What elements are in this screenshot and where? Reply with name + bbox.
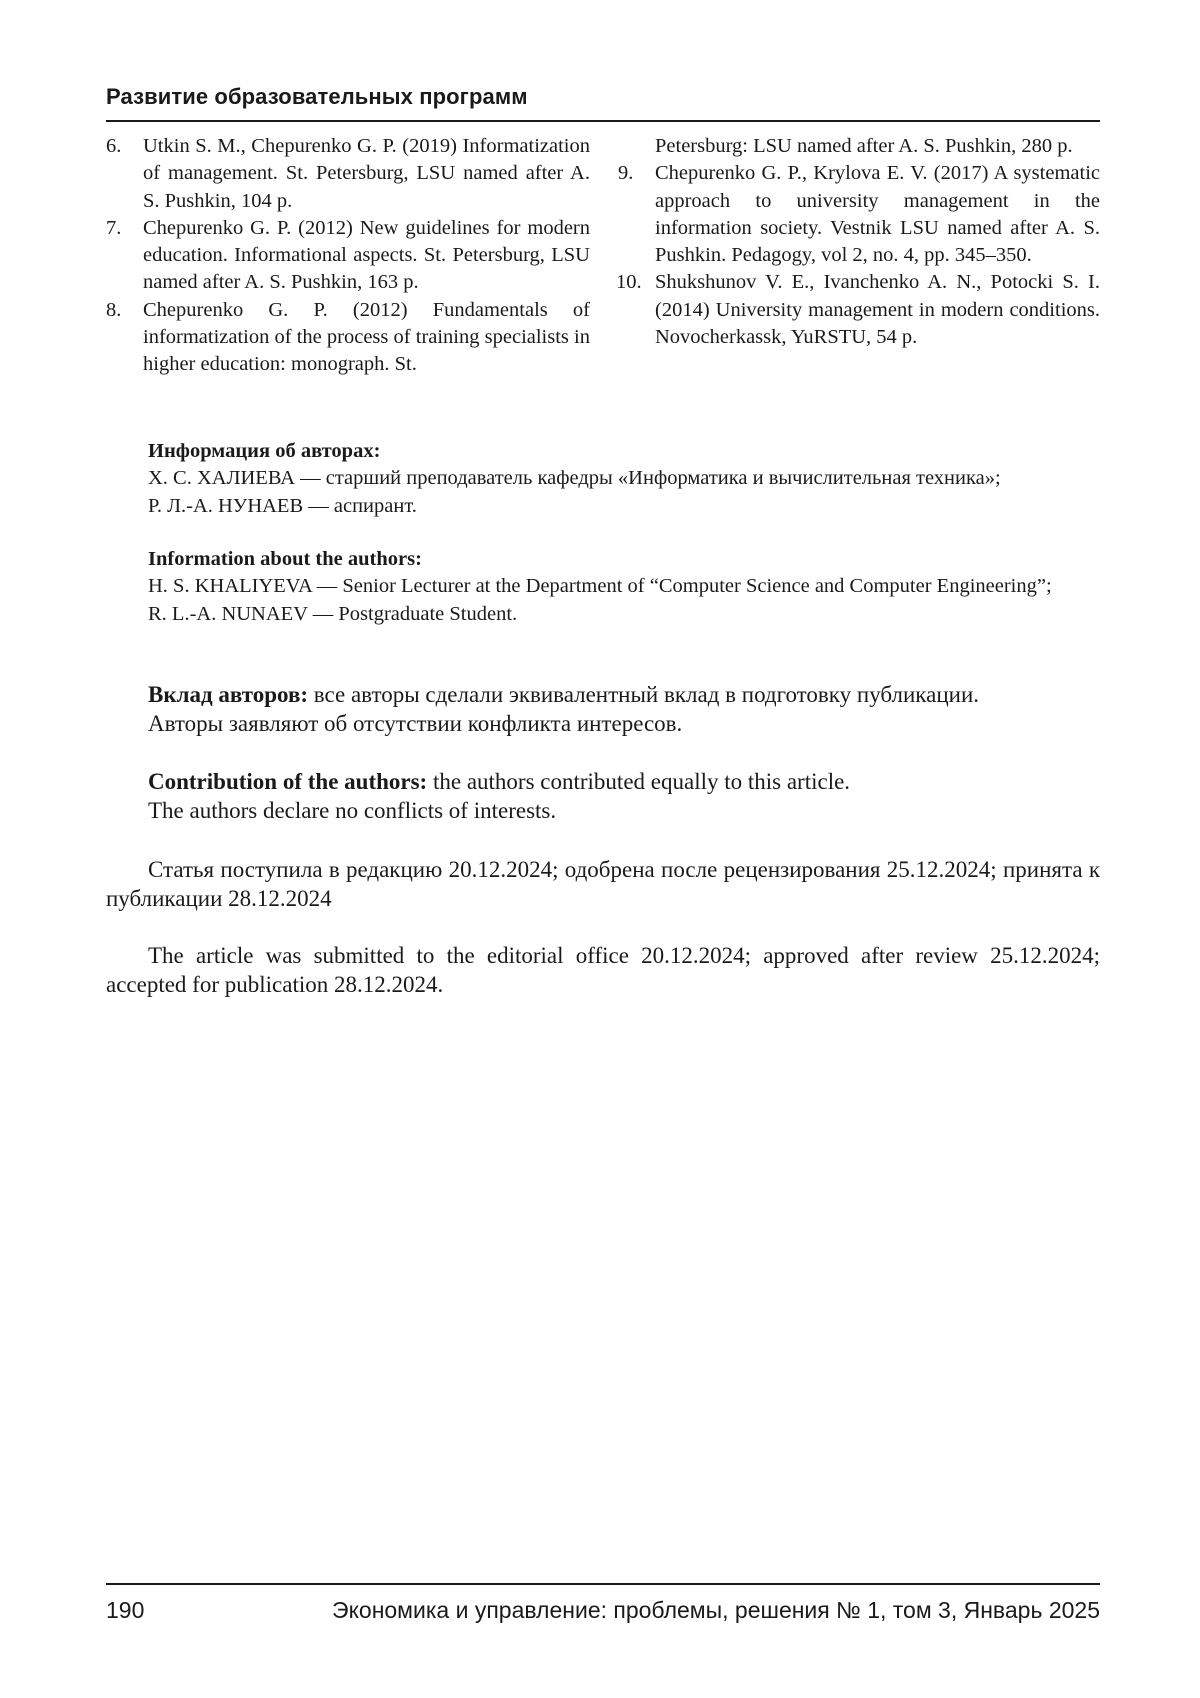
reference-number: 6. — [106, 135, 122, 157]
contribution-en — [106, 767, 1100, 825]
reference-text: Chepurenko G. P. (2012) New guidelines for modern education. Informational aspects. St. Petersburg, LSU named after A. S. Pushkin, 163 p. — [143, 216, 590, 294]
reference-item — [618, 269, 1100, 351]
reference-number: 7. — [106, 216, 122, 239]
reference-item — [106, 133, 590, 215]
references-left-column — [106, 133, 590, 379]
reference-item — [106, 297, 590, 379]
dates-ru-text: Статья поступила в редакцию 20.12.2024; одобрена после рецензирования 25.12.2024; принята к публикации 28.12.2024 — [106, 857, 1100, 911]
page-number: 190 — [106, 1597, 145, 1623]
reference-text: Utkin S. M., Chepurenko G. P. (2019) Informatization of management. St. Petersburg, LSU named after A. S. Pushkin, 104 p. — [143, 135, 590, 212]
reference-continuation: Petersburg: LSU named after A. S. Pushkin, 280 p. — [655, 135, 1073, 157]
header-rule — [106, 120, 1100, 122]
reference-number: 8. — [106, 298, 122, 321]
dates-en — [106, 941, 1100, 999]
contribution-en-text: the authors contributed equally to this article. — [427, 769, 851, 794]
contribution-en-label: Contribution of the authors: — [148, 769, 428, 794]
journal-title: Экономика и управление: проблемы, решения № 1, том 3, Январь 2025 — [332, 1597, 1100, 1623]
reference-text: Chepurenko G. P. (2012) Fundamentals of informatization of the process of training specialists in higher education: monograph. St. — [143, 298, 590, 376]
section-title: Развитие образовательных программ — [106, 84, 528, 109]
reference-item — [106, 215, 590, 297]
reference-item — [618, 160, 1100, 269]
conflict-ru: Авторы заявляют об отсутствии конфликта интересов. — [148, 711, 683, 736]
reference-number: 10. — [616, 271, 642, 294]
dates-en-text: The article was submitted to the editorial office 20.12.2024; approved after review 25.12.2024; accepted for publication 28.12.2024. — [106, 943, 1100, 997]
contribution-en-line — [106, 767, 1100, 796]
reference-text: Chepurenko G. P., Krylova E. V. (2017) A systematic approach to university management in the information society. Vestnik LSU named after A. S. Pushkin. Pedagogy, vol 2, no. 4, pp. 345–350. — [655, 162, 1100, 267]
author-line: R. L.-A. NUNAEV — Postgraduate Student. — [148, 602, 518, 625]
contribution-ru-line — [106, 680, 1100, 709]
contribution-ru — [106, 680, 1100, 738]
authors-info-en — [106, 546, 1100, 628]
conflict-en: The authors declare no conflicts of interests. — [148, 798, 557, 823]
contribution-ru-text: все авторы сделали эквивалентный вклад в подготовку публикации. — [308, 682, 980, 707]
reference-number: 9. — [618, 162, 634, 185]
dates-ru — [106, 855, 1100, 913]
footer-rule — [106, 1583, 1100, 1585]
references-right-column — [618, 133, 1100, 351]
authors-info-ru — [106, 438, 1100, 520]
author-line: Р. Л.-А. НУНАЕВ — аспирант. — [148, 494, 417, 517]
author-line: H. S. KHALIYEVA — Senior Lecturer at the Department of “Computer Science and Computer Engineering”; — [148, 575, 1052, 598]
contribution-ru-label: Вклад авторов: — [148, 682, 309, 707]
authors-info-ru-heading: Информация об авторах: — [148, 440, 381, 462]
author-line: Х. С. ХАЛИЕВА — старший преподаватель кафедры «Информатика и вычислительная техника»; — [148, 467, 1001, 490]
reference-text: Shukshunov V. E., Ivanchenko A. N., Potocki S. I. (2014) University management in modern conditions. Novocherkassk, YuRSTU, 54 p. — [655, 271, 1100, 349]
authors-info-en-heading: Information about the authors: — [148, 548, 422, 570]
